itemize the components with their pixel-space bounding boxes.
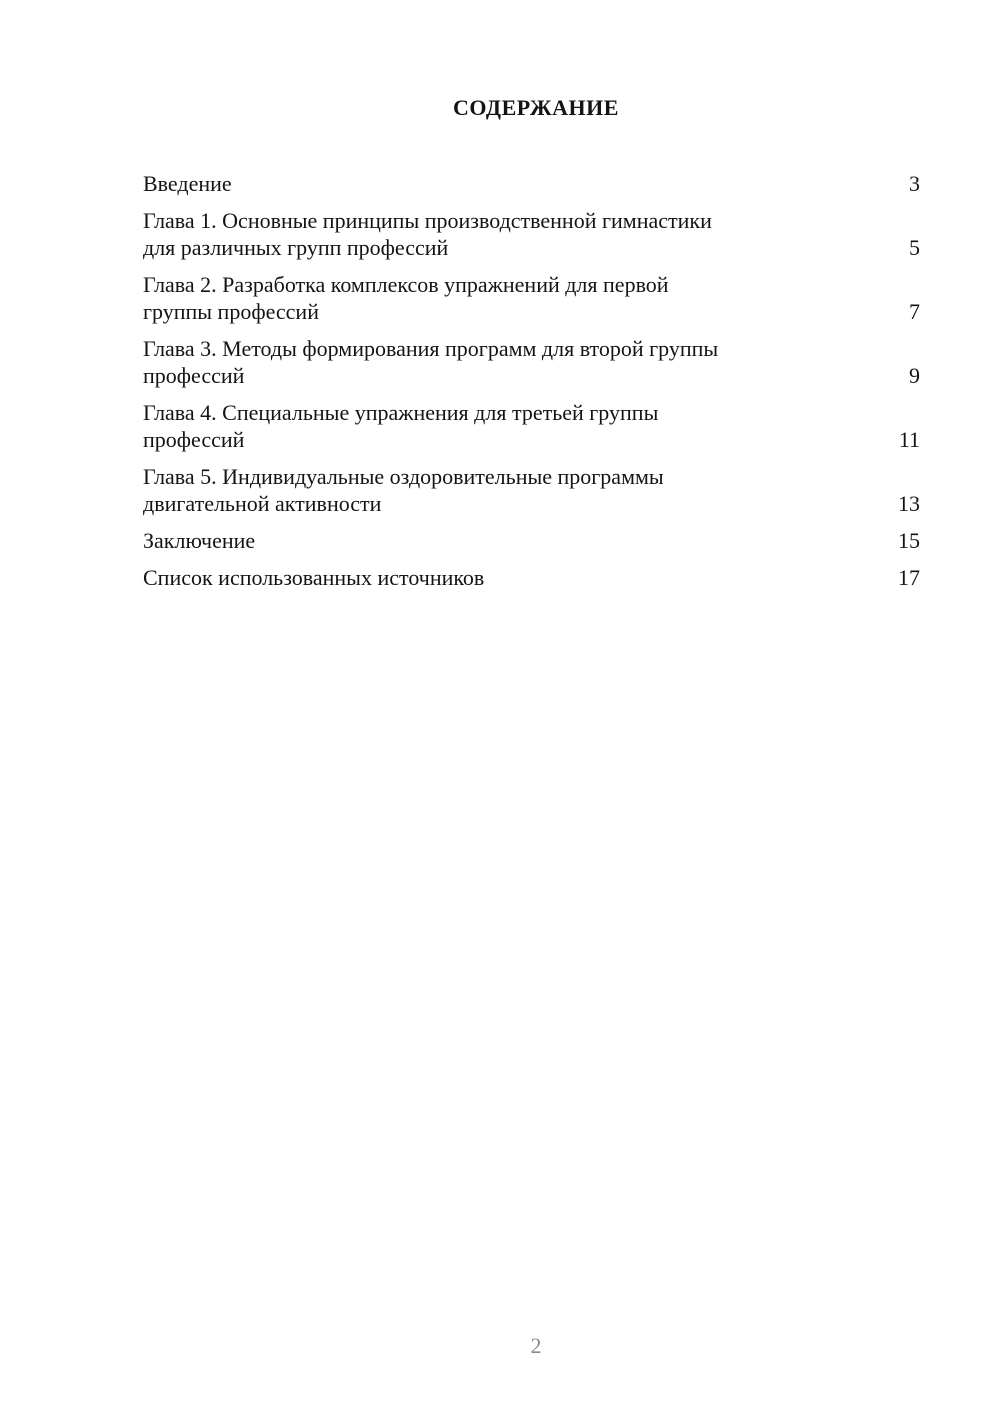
toc-entry-conclusion [143,527,920,554]
toc-entry-title: Заключение [143,528,256,553]
toc-entry-title: Глава 4. Специальные упражнения для третьей группы профессий [143,400,659,452]
toc-entry-page-number: 3 [909,171,920,196]
toc-entry-title: Глава 1. Основные принципы производственной гимнастики для различных групп профессий [143,208,712,260]
toc-entry-chapter-5 [143,463,920,517]
toc-entry-page-number: 7 [909,299,920,324]
toc-entry-chapter-3 [143,335,920,389]
page-number: 2 [530,1333,542,1358]
toc-entry-introduction [143,170,920,197]
page-title: СОДЕРЖАНИЕ [453,95,619,120]
toc-entry-title: Глава 3. Методы формирования программ для второй группы профессий [143,336,719,388]
toc-entry-chapter-2 [143,271,920,325]
toc-entry-title: Список использованных источников [143,565,485,590]
toc-entry-page-number: 13 [898,491,920,516]
toc-entry-chapter-1 [143,207,920,261]
toc-entry-page-number: 11 [898,427,920,452]
toc-entry-chapter-4 [143,399,920,453]
toc-entry-title: Глава 5. Индивидуальные оздоровительные программы двигательной активности [143,464,664,516]
toc-entry-references [143,564,920,591]
toc-entry-title: Введение [143,171,232,196]
toc-entry-title: Глава 2. Разработка комплексов упражнений для первой группы профессий [143,272,669,324]
toc-entry-page-number: 9 [909,363,920,388]
toc-entry-page-number: 15 [898,528,920,553]
toc-entry-page-number: 17 [898,565,920,590]
table-of-contents [143,170,920,601]
toc-entry-page-number: 5 [909,235,920,260]
